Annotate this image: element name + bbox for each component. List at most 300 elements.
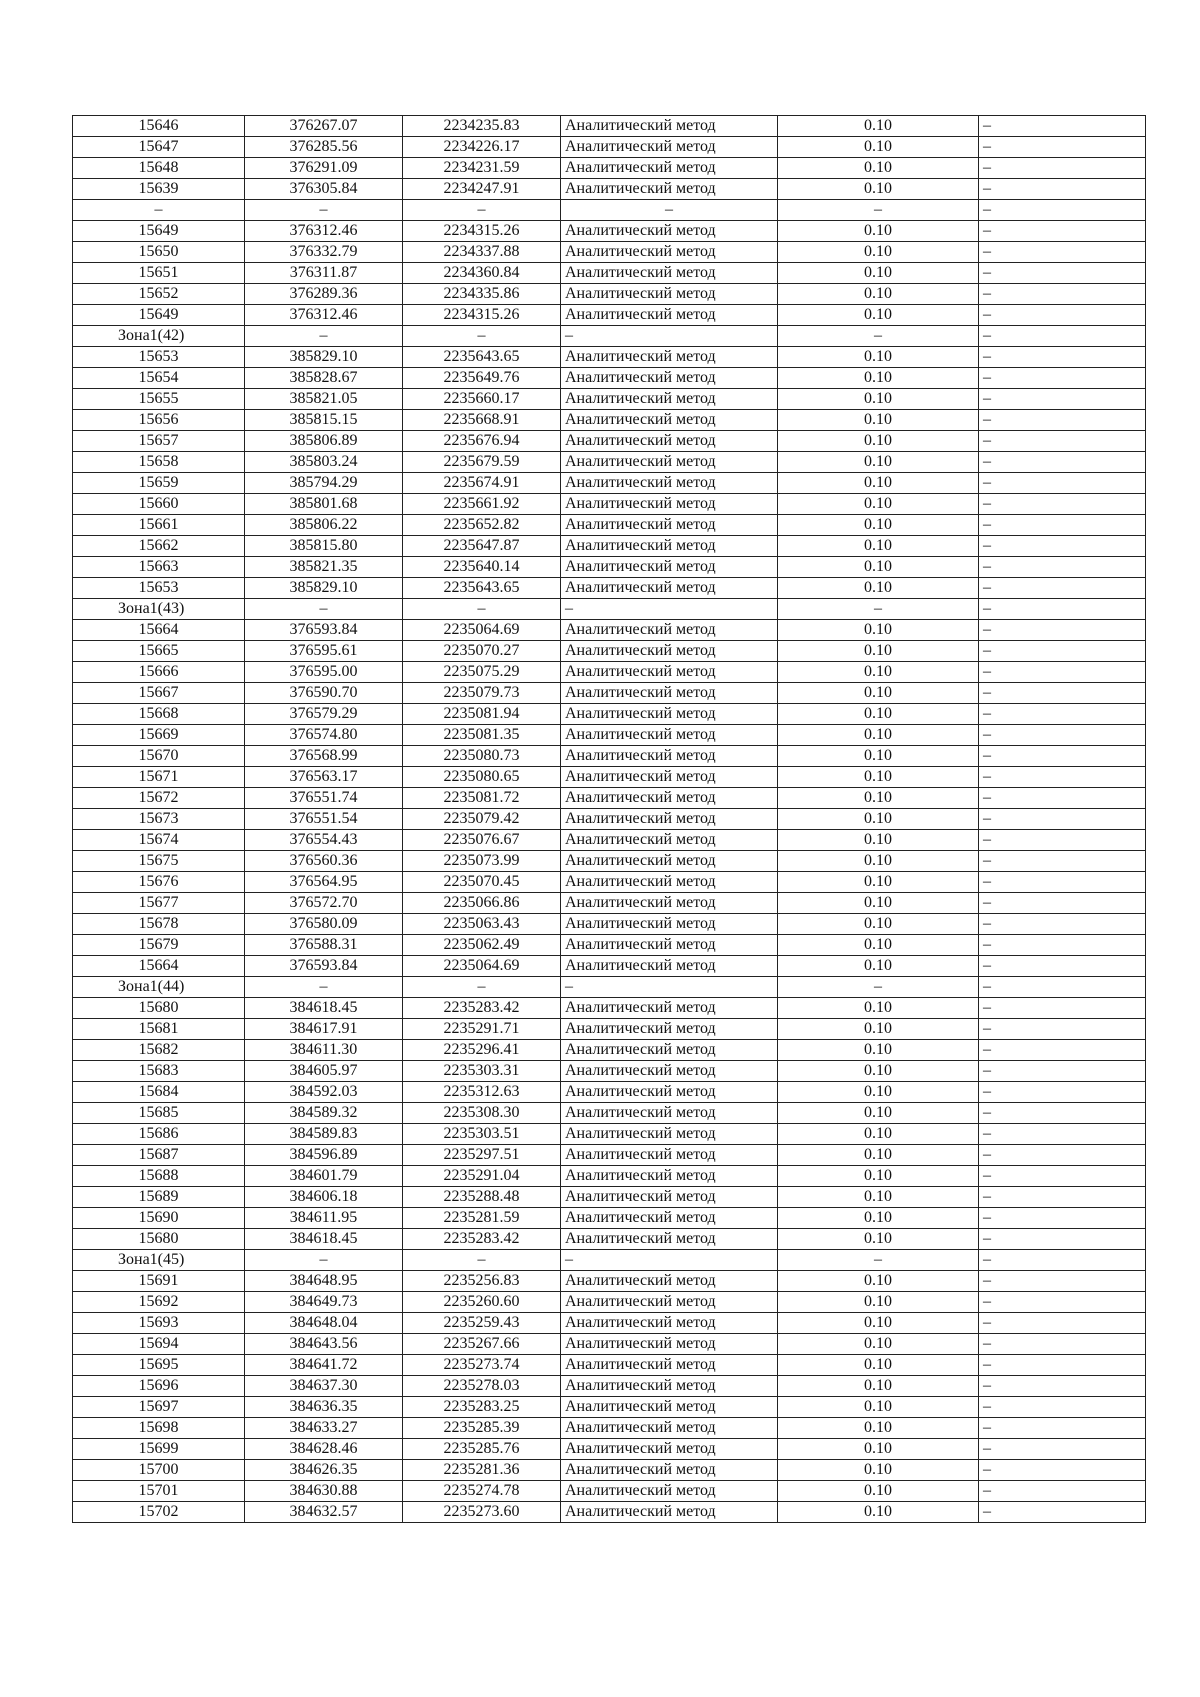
y-coordinate-cell: – — [403, 977, 561, 998]
table-row — [73, 557, 1146, 578]
point-number-cell: 15698 — [73, 1418, 245, 1439]
method-cell: Аналитический метод — [561, 221, 778, 242]
x-coordinate-cell: 384611.95 — [245, 1208, 403, 1229]
y-coordinate-cell: 2235278.03 — [403, 1376, 561, 1397]
point-number-cell: 15680 — [73, 998, 245, 1019]
point-number-cell: 15684 — [73, 1082, 245, 1103]
accuracy-cell: 0.10 — [778, 1439, 979, 1460]
y-coordinate-cell: 2235296.41 — [403, 1040, 561, 1061]
y-coordinate-cell: 2235679.59 — [403, 452, 561, 473]
table-row — [73, 725, 1146, 746]
note-cell: – — [979, 1271, 1146, 1292]
note-cell: – — [979, 536, 1146, 557]
table-row — [73, 1313, 1146, 1334]
y-coordinate-cell: – — [403, 326, 561, 347]
note-cell: – — [979, 578, 1146, 599]
point-number-cell: 15649 — [73, 305, 245, 326]
note-cell: – — [979, 473, 1146, 494]
point-number-cell: 15651 — [73, 263, 245, 284]
note-cell: – — [979, 410, 1146, 431]
table-row — [73, 1082, 1146, 1103]
note-cell: – — [979, 704, 1146, 725]
x-coordinate-cell: 376563.17 — [245, 767, 403, 788]
table-row — [73, 1019, 1146, 1040]
table-row — [73, 1481, 1146, 1502]
y-coordinate-cell: 2234247.91 — [403, 179, 561, 200]
accuracy-cell: 0.10 — [778, 1418, 979, 1439]
zone-header-row — [73, 326, 1146, 347]
x-coordinate-cell: 376564.95 — [245, 872, 403, 893]
point-number-cell: 15650 — [73, 242, 245, 263]
accuracy-cell: 0.10 — [778, 1187, 979, 1208]
accuracy-cell: 0.10 — [778, 221, 979, 242]
point-number-cell: 15702 — [73, 1502, 245, 1523]
x-coordinate-cell: 385806.89 — [245, 431, 403, 452]
x-coordinate-cell: 376593.84 — [245, 956, 403, 977]
y-coordinate-cell: 2234315.26 — [403, 305, 561, 326]
accuracy-cell: 0.10 — [778, 368, 979, 389]
method-cell: Аналитический метод — [561, 1397, 778, 1418]
accuracy-cell: 0.10 — [778, 158, 979, 179]
accuracy-cell: 0.10 — [778, 1166, 979, 1187]
y-coordinate-cell: 2235064.69 — [403, 620, 561, 641]
point-number-cell: 15664 — [73, 620, 245, 641]
y-coordinate-cell: 2235081.94 — [403, 704, 561, 725]
accuracy-cell: 0.10 — [778, 935, 979, 956]
note-cell: – — [979, 662, 1146, 683]
accuracy-cell: 0.10 — [778, 305, 979, 326]
table-row — [73, 1271, 1146, 1292]
accuracy-cell: 0.10 — [778, 452, 979, 473]
table-row — [73, 830, 1146, 851]
method-cell: Аналитический метод — [561, 683, 778, 704]
y-coordinate-cell: 2235312.63 — [403, 1082, 561, 1103]
accuracy-cell: 0.10 — [778, 620, 979, 641]
table-row — [73, 1166, 1146, 1187]
y-coordinate-cell: 2235076.67 — [403, 830, 561, 851]
method-cell: Аналитический метод — [561, 242, 778, 263]
x-coordinate-cell: 376574.80 — [245, 725, 403, 746]
point-number-cell: 15659 — [73, 473, 245, 494]
point-number-cell: 15661 — [73, 515, 245, 536]
note-cell: – — [979, 767, 1146, 788]
y-coordinate-cell: 2234337.88 — [403, 242, 561, 263]
point-number-cell: 15647 — [73, 137, 245, 158]
table-row — [73, 368, 1146, 389]
method-cell: Аналитический метод — [561, 914, 778, 935]
point-number-cell: 15676 — [73, 872, 245, 893]
note-cell: – — [979, 1019, 1146, 1040]
accuracy-cell: 0.10 — [778, 1292, 979, 1313]
point-number-cell: 15688 — [73, 1166, 245, 1187]
note-cell: – — [979, 1229, 1146, 1250]
note-cell: – — [979, 1439, 1146, 1460]
x-coordinate-cell: 384643.56 — [245, 1334, 403, 1355]
note-cell: – — [979, 179, 1146, 200]
table-row — [73, 998, 1146, 1019]
y-coordinate-cell: 2235070.27 — [403, 641, 561, 662]
point-number-cell: 15654 — [73, 368, 245, 389]
note-cell: – — [979, 1460, 1146, 1481]
note-cell: – — [979, 620, 1146, 641]
accuracy-cell: 0.10 — [778, 137, 979, 158]
method-cell: Аналитический метод — [561, 1208, 778, 1229]
point-number-cell: 15679 — [73, 935, 245, 956]
point-number-cell: 15649 — [73, 221, 245, 242]
table-row — [73, 1439, 1146, 1460]
accuracy-cell: 0.10 — [778, 494, 979, 515]
point-number-cell: – — [73, 200, 245, 221]
table-row — [73, 1418, 1146, 1439]
method-cell: Аналитический метод — [561, 662, 778, 683]
accuracy-cell: 0.10 — [778, 515, 979, 536]
accuracy-cell: 0.10 — [778, 830, 979, 851]
method-cell: Аналитический метод — [561, 410, 778, 431]
point-number-cell: 15655 — [73, 389, 245, 410]
point-number-cell: 15685 — [73, 1103, 245, 1124]
note-cell: – — [979, 1082, 1146, 1103]
table-row — [73, 935, 1146, 956]
y-coordinate-cell: 2235285.39 — [403, 1418, 561, 1439]
method-cell: Аналитический метод — [561, 179, 778, 200]
table-row — [73, 221, 1146, 242]
y-coordinate-cell: 2235643.65 — [403, 347, 561, 368]
y-coordinate-cell: 2235070.45 — [403, 872, 561, 893]
note-cell: – — [979, 1250, 1146, 1271]
point-number-cell: 15675 — [73, 851, 245, 872]
note-cell: – — [979, 872, 1146, 893]
accuracy-cell: 0.10 — [778, 284, 979, 305]
note-cell: – — [979, 158, 1146, 179]
point-number-cell: 15669 — [73, 725, 245, 746]
method-cell: – — [561, 1250, 778, 1271]
note-cell: – — [979, 1187, 1146, 1208]
table-row — [73, 242, 1146, 263]
table-row — [73, 1145, 1146, 1166]
x-coordinate-cell: – — [245, 599, 403, 620]
x-coordinate-cell: 376590.70 — [245, 683, 403, 704]
y-coordinate-cell: 2235063.43 — [403, 914, 561, 935]
y-coordinate-cell: 2235073.99 — [403, 851, 561, 872]
note-cell: – — [979, 1061, 1146, 1082]
method-cell: Аналитический метод — [561, 809, 778, 830]
point-number-cell: 15699 — [73, 1439, 245, 1460]
y-coordinate-cell: 2234235.83 — [403, 116, 561, 137]
point-number-cell: 15664 — [73, 956, 245, 977]
method-cell: Аналитический метод — [561, 158, 778, 179]
x-coordinate-cell: 384648.95 — [245, 1271, 403, 1292]
table-row — [73, 1061, 1146, 1082]
x-coordinate-cell: 385801.68 — [245, 494, 403, 515]
note-cell: – — [979, 200, 1146, 221]
table-row — [73, 1460, 1146, 1481]
y-coordinate-cell: 2234231.59 — [403, 158, 561, 179]
note-cell: – — [979, 242, 1146, 263]
accuracy-cell: 0.10 — [778, 1019, 979, 1040]
point-number-cell: Зона1(42) — [73, 326, 245, 347]
note-cell: – — [979, 1208, 1146, 1229]
method-cell: Аналитический метод — [561, 557, 778, 578]
y-coordinate-cell: 2235283.42 — [403, 1229, 561, 1250]
note-cell: – — [979, 1376, 1146, 1397]
accuracy-cell: 0.10 — [778, 1103, 979, 1124]
note-cell: – — [979, 1103, 1146, 1124]
x-coordinate-cell: 385828.67 — [245, 368, 403, 389]
x-coordinate-cell: 376551.74 — [245, 788, 403, 809]
accuracy-cell: 0.10 — [778, 1208, 979, 1229]
accuracy-cell: 0.10 — [778, 116, 979, 137]
accuracy-cell: 0.10 — [778, 347, 979, 368]
x-coordinate-cell: 384630.88 — [245, 1481, 403, 1502]
y-coordinate-cell: 2235643.65 — [403, 578, 561, 599]
x-coordinate-cell: 385794.29 — [245, 473, 403, 494]
note-cell: – — [979, 830, 1146, 851]
method-cell: Аналитический метод — [561, 1502, 778, 1523]
x-coordinate-cell: 376554.43 — [245, 830, 403, 851]
x-coordinate-cell: 376568.99 — [245, 746, 403, 767]
note-cell: – — [979, 137, 1146, 158]
y-coordinate-cell: 2235064.69 — [403, 956, 561, 977]
zone-header-row — [73, 1250, 1146, 1271]
x-coordinate-cell: 376285.56 — [245, 137, 403, 158]
accuracy-cell: 0.10 — [778, 893, 979, 914]
x-coordinate-cell: 384648.04 — [245, 1313, 403, 1334]
method-cell: Аналитический метод — [561, 536, 778, 557]
y-coordinate-cell: 2235079.42 — [403, 809, 561, 830]
x-coordinate-cell: 376588.31 — [245, 935, 403, 956]
point-number-cell: 15682 — [73, 1040, 245, 1061]
x-coordinate-cell: 376312.46 — [245, 221, 403, 242]
table-row — [73, 347, 1146, 368]
table-row — [73, 662, 1146, 683]
note-cell: – — [979, 746, 1146, 767]
note-cell: – — [979, 389, 1146, 410]
method-cell: Аналитический метод — [561, 851, 778, 872]
x-coordinate-cell: 376593.84 — [245, 620, 403, 641]
y-coordinate-cell: 2235283.42 — [403, 998, 561, 1019]
y-coordinate-cell: 2235303.51 — [403, 1124, 561, 1145]
x-coordinate-cell: 376560.36 — [245, 851, 403, 872]
method-cell: Аналитический метод — [561, 1481, 778, 1502]
method-cell: Аналитический метод — [561, 830, 778, 851]
table-row — [73, 1103, 1146, 1124]
y-coordinate-cell: 2235273.74 — [403, 1355, 561, 1376]
point-number-cell: 15697 — [73, 1397, 245, 1418]
method-cell: Аналитический метод — [561, 1334, 778, 1355]
accuracy-cell: 0.10 — [778, 662, 979, 683]
point-number-cell: 15668 — [73, 704, 245, 725]
accuracy-cell: 0.10 — [778, 725, 979, 746]
note-cell: – — [979, 1355, 1146, 1376]
accuracy-cell: 0.10 — [778, 704, 979, 725]
method-cell: Аналитический метод — [561, 368, 778, 389]
note-cell: – — [979, 1418, 1146, 1439]
table-row — [73, 956, 1146, 977]
method-cell: Аналитический метод — [561, 1229, 778, 1250]
table-row — [73, 305, 1146, 326]
accuracy-cell: 0.10 — [778, 1334, 979, 1355]
point-number-cell: 15687 — [73, 1145, 245, 1166]
method-cell: Аналитический метод — [561, 578, 778, 599]
x-coordinate-cell: 376551.54 — [245, 809, 403, 830]
accuracy-cell: 0.10 — [778, 263, 979, 284]
note-cell: – — [979, 683, 1146, 704]
accuracy-cell: 0.10 — [778, 767, 979, 788]
table-row — [73, 158, 1146, 179]
method-cell: – — [561, 977, 778, 998]
point-number-cell: Зона1(45) — [73, 1250, 245, 1271]
x-coordinate-cell: 384606.18 — [245, 1187, 403, 1208]
point-number-cell: 15691 — [73, 1271, 245, 1292]
point-number-cell: 15660 — [73, 494, 245, 515]
accuracy-cell: 0.10 — [778, 872, 979, 893]
table-row — [73, 1502, 1146, 1523]
accuracy-cell: 0.10 — [778, 641, 979, 662]
x-coordinate-cell: 385815.80 — [245, 536, 403, 557]
x-coordinate-cell: 376305.84 — [245, 179, 403, 200]
point-number-cell: 15663 — [73, 557, 245, 578]
accuracy-cell: – — [778, 599, 979, 620]
x-coordinate-cell: 376312.46 — [245, 305, 403, 326]
point-number-cell: 15662 — [73, 536, 245, 557]
method-cell: Аналитический метод — [561, 725, 778, 746]
y-coordinate-cell: 2235256.83 — [403, 1271, 561, 1292]
y-coordinate-cell: 2234360.84 — [403, 263, 561, 284]
note-cell: – — [979, 1334, 1146, 1355]
method-cell: Аналитический метод — [561, 347, 778, 368]
y-coordinate-cell: 2234226.17 — [403, 137, 561, 158]
point-number-cell: 15652 — [73, 284, 245, 305]
table-row — [73, 893, 1146, 914]
method-cell: Аналитический метод — [561, 1019, 778, 1040]
x-coordinate-cell: 376572.70 — [245, 893, 403, 914]
table-row — [73, 263, 1146, 284]
point-number-cell: 15692 — [73, 1292, 245, 1313]
accuracy-cell: 0.10 — [778, 1313, 979, 1334]
y-coordinate-cell: 2235080.73 — [403, 746, 561, 767]
x-coordinate-cell: 385821.05 — [245, 389, 403, 410]
point-number-cell: 15694 — [73, 1334, 245, 1355]
note-cell: – — [979, 1166, 1146, 1187]
accuracy-cell: 0.10 — [778, 1271, 979, 1292]
y-coordinate-cell: 2235291.04 — [403, 1166, 561, 1187]
note-cell: – — [979, 452, 1146, 473]
x-coordinate-cell: 385829.10 — [245, 347, 403, 368]
accuracy-cell: 0.10 — [778, 410, 979, 431]
table-row — [73, 473, 1146, 494]
x-coordinate-cell: 384592.03 — [245, 1082, 403, 1103]
x-coordinate-cell: 385806.22 — [245, 515, 403, 536]
y-coordinate-cell: 2235081.72 — [403, 788, 561, 809]
method-cell: Аналитический метод — [561, 620, 778, 641]
method-cell: Аналитический метод — [561, 641, 778, 662]
table-row — [73, 452, 1146, 473]
point-number-cell: 15700 — [73, 1460, 245, 1481]
table-row — [73, 1040, 1146, 1061]
y-coordinate-cell: 2235308.30 — [403, 1103, 561, 1124]
x-coordinate-cell: 384611.30 — [245, 1040, 403, 1061]
method-cell: Аналитический метод — [561, 998, 778, 1019]
y-coordinate-cell: 2235274.78 — [403, 1481, 561, 1502]
method-cell: Аналитический метод — [561, 1166, 778, 1187]
x-coordinate-cell: 384637.30 — [245, 1376, 403, 1397]
note-cell: – — [979, 977, 1146, 998]
note-cell: – — [979, 305, 1146, 326]
point-number-cell: 15674 — [73, 830, 245, 851]
y-coordinate-cell: 2235281.36 — [403, 1460, 561, 1481]
point-number-cell: 15701 — [73, 1481, 245, 1502]
method-cell: Аналитический метод — [561, 473, 778, 494]
point-number-cell: 15672 — [73, 788, 245, 809]
point-number-cell: 15667 — [73, 683, 245, 704]
accuracy-cell: 0.10 — [778, 578, 979, 599]
y-coordinate-cell: 2235066.86 — [403, 893, 561, 914]
table-row — [73, 179, 1146, 200]
point-number-cell: 15648 — [73, 158, 245, 179]
x-coordinate-cell: 384601.79 — [245, 1166, 403, 1187]
table-row — [73, 137, 1146, 158]
x-coordinate-cell: – — [245, 977, 403, 998]
note-cell: – — [979, 221, 1146, 242]
accuracy-cell: 0.10 — [778, 536, 979, 557]
table-row — [73, 1187, 1146, 1208]
accuracy-cell: 0.10 — [778, 956, 979, 977]
note-cell: – — [979, 326, 1146, 347]
table-row — [73, 788, 1146, 809]
point-number-cell: 15695 — [73, 1355, 245, 1376]
method-cell: Аналитический метод — [561, 1355, 778, 1376]
method-cell: Аналитический метод — [561, 872, 778, 893]
point-number-cell: 15686 — [73, 1124, 245, 1145]
method-cell: Аналитический метод — [561, 116, 778, 137]
table-row — [73, 578, 1146, 599]
method-cell: Аналитический метод — [561, 935, 778, 956]
table-row — [73, 914, 1146, 935]
table-row — [73, 1208, 1146, 1229]
point-number-cell: 15646 — [73, 116, 245, 137]
y-coordinate-cell: 2235661.92 — [403, 494, 561, 515]
method-cell: Аналитический метод — [561, 1103, 778, 1124]
accuracy-cell: 0.10 — [778, 1460, 979, 1481]
x-coordinate-cell: 376311.87 — [245, 263, 403, 284]
accuracy-cell: 0.10 — [778, 1481, 979, 1502]
note-cell: – — [979, 263, 1146, 284]
x-coordinate-cell: 384618.45 — [245, 998, 403, 1019]
table-row — [73, 494, 1146, 515]
note-cell: – — [979, 1481, 1146, 1502]
accuracy-cell: 0.10 — [778, 1502, 979, 1523]
accuracy-cell: – — [778, 1250, 979, 1271]
method-cell: Аналитический метод — [561, 1418, 778, 1439]
note-cell: – — [979, 935, 1146, 956]
y-coordinate-cell: 2235668.91 — [403, 410, 561, 431]
note-cell: – — [979, 1313, 1146, 1334]
y-coordinate-cell: – — [403, 200, 561, 221]
table-row — [73, 1397, 1146, 1418]
table-row — [73, 1124, 1146, 1145]
note-cell: – — [979, 998, 1146, 1019]
point-number-cell: 15677 — [73, 893, 245, 914]
method-cell: Аналитический метод — [561, 1061, 778, 1082]
point-number-cell: 15657 — [73, 431, 245, 452]
method-cell: Аналитический метод — [561, 284, 778, 305]
accuracy-cell: 0.10 — [778, 179, 979, 200]
point-number-cell: 15653 — [73, 347, 245, 368]
x-coordinate-cell: 376267.07 — [245, 116, 403, 137]
table-row — [73, 410, 1146, 431]
method-cell: Аналитический метод — [561, 1271, 778, 1292]
note-cell: – — [979, 1397, 1146, 1418]
